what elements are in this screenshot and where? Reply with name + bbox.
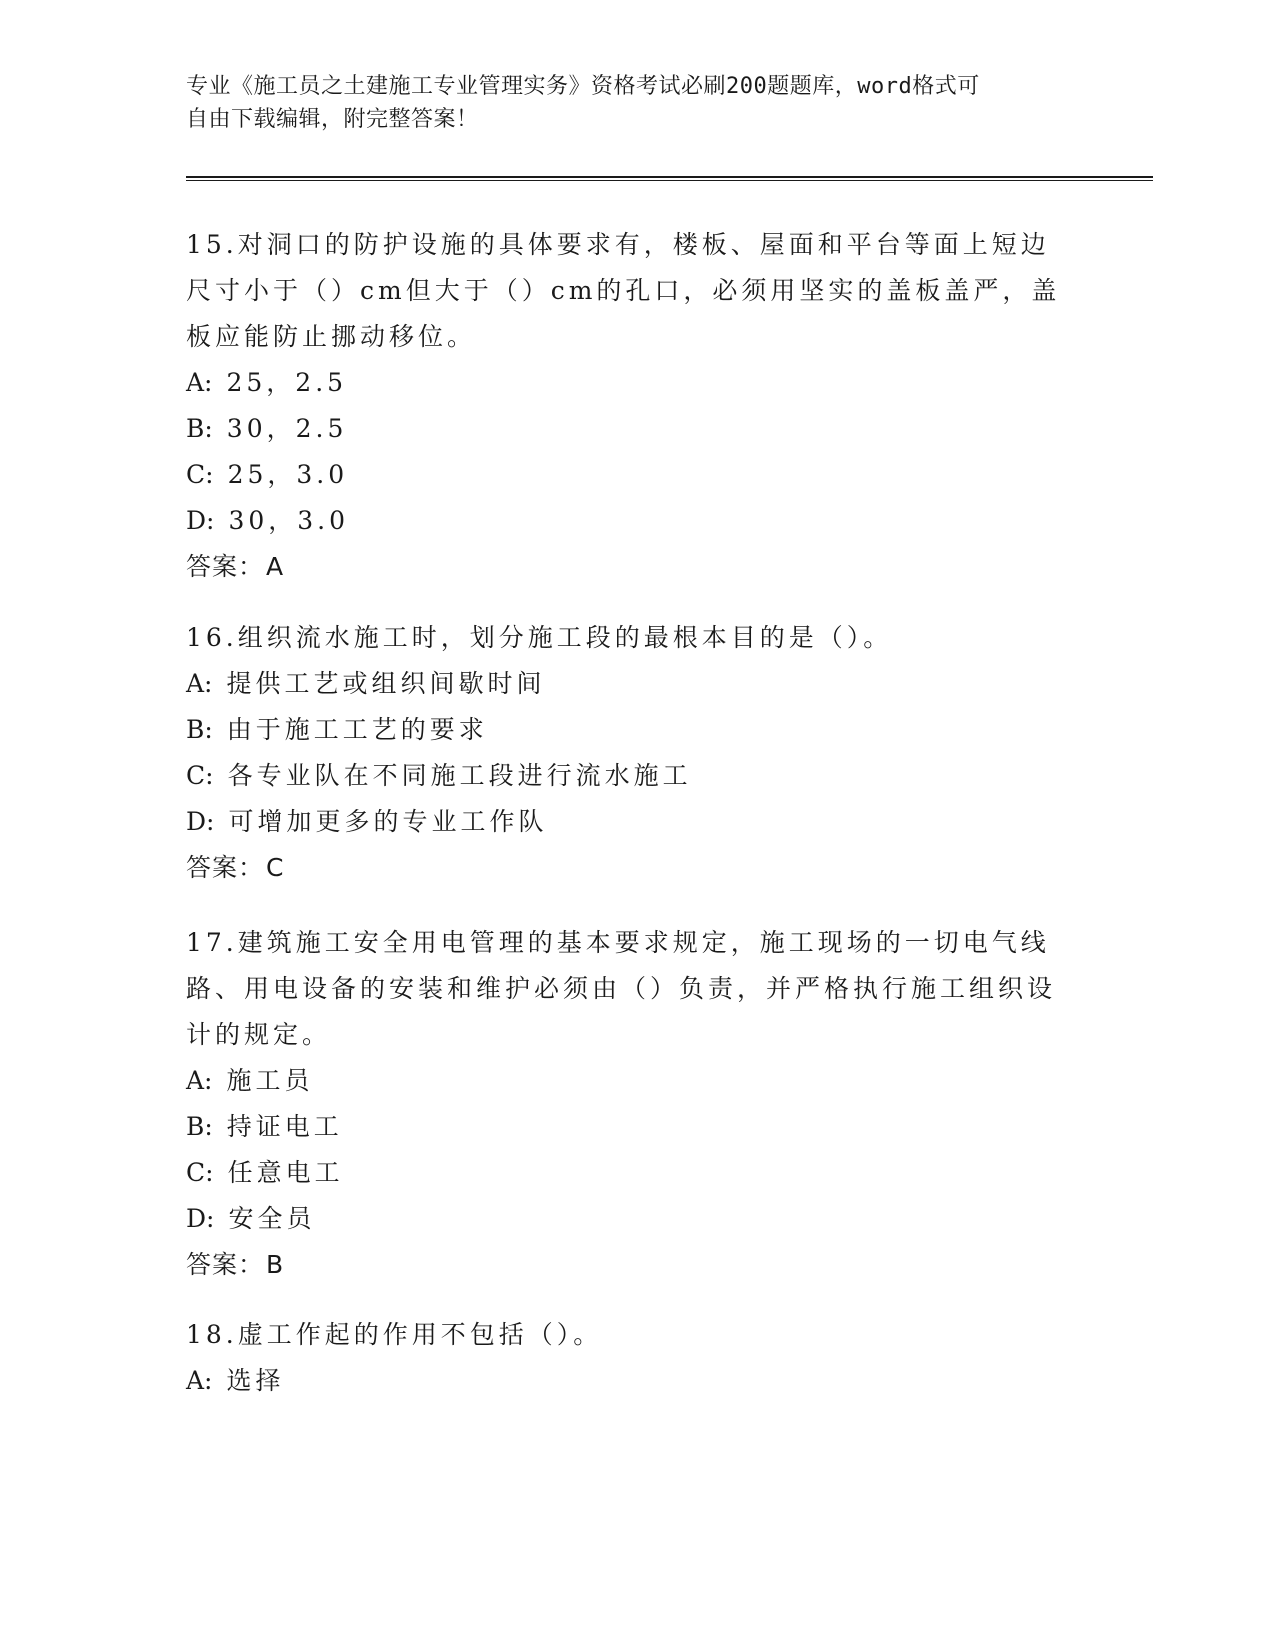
question-text: 15.对洞口的防护设施的具体要求有，楼板、屋面和平台等面上短边尺寸小于（）cm但大于（）cm的孔口，必须用坚实的盖板盖严，盖板应能防止挪动移位。 — [186, 230, 1061, 351]
option-a — [186, 661, 1076, 707]
option-label: A: — [186, 669, 213, 698]
document-header — [186, 70, 1066, 136]
option-label: B: — [186, 414, 213, 443]
header-title-line-1: 专业《施工员之土建施工专业管理实务》资格考试必刷200题题库，word格式可 — [186, 74, 980, 99]
option-text: 持证电工 — [226, 1112, 343, 1141]
option-text: 由于施工工艺的要求 — [226, 715, 488, 744]
question-text: 17.建筑施工安全用电管理的基本要求规定，施工现场的一切电气线路、用电设备的安装和维护必须由（）负责，并严格执行施工组织设计的规定。 — [186, 928, 1057, 1049]
question-16 — [186, 615, 1076, 891]
question-15 — [186, 222, 1076, 590]
option-text: 提供工艺或组织间歇时间 — [226, 669, 546, 698]
question-text: 18.虚工作起的作用不包括（）。 — [186, 1320, 603, 1349]
answer-line — [186, 544, 1076, 590]
option-label: D: — [186, 506, 215, 535]
option-d — [186, 498, 1076, 544]
answer-label: 答案： — [186, 853, 265, 882]
option-text: 各专业队在不同施工段进行流水施工 — [227, 761, 692, 790]
option-label: B: — [186, 1112, 213, 1141]
answer-value: C — [266, 853, 285, 882]
answer-line — [186, 845, 1076, 891]
option-a — [186, 360, 1076, 406]
option-c — [186, 753, 1076, 799]
option-c — [186, 1150, 1076, 1196]
answer-value: B — [266, 1250, 285, 1279]
option-text: 安全员 — [228, 1204, 316, 1233]
option-text: 施工员 — [226, 1066, 314, 1095]
option-label: C: — [186, 460, 214, 489]
option-label: A: — [186, 368, 213, 397]
answer-value: A — [266, 552, 285, 581]
option-b — [186, 1104, 1076, 1150]
option-text: 25，3.0 — [227, 460, 349, 489]
answer-label: 答案： — [186, 552, 265, 581]
option-a — [186, 1358, 1076, 1404]
option-d — [186, 799, 1076, 845]
option-b — [186, 707, 1076, 753]
question-17 — [186, 920, 1076, 1288]
option-text: 30，2.5 — [226, 414, 348, 443]
option-text: 任意电工 — [227, 1158, 344, 1187]
option-text: 可增加更多的专业工作队 — [228, 807, 548, 836]
option-label: C: — [186, 761, 214, 790]
option-label: A: — [186, 1066, 213, 1095]
answer-label: 答案： — [186, 1250, 265, 1279]
option-label: D: — [186, 1204, 215, 1233]
option-text: 选择 — [226, 1366, 285, 1395]
option-d — [186, 1196, 1076, 1242]
header-title-line-2: 自由下载编辑，附完整答案！ — [186, 107, 479, 132]
answer-line — [186, 1242, 1076, 1288]
option-a — [186, 1058, 1076, 1104]
option-text: 30，3.0 — [228, 506, 350, 535]
question-text: 16.组织流水施工时，划分施工段的最根本目的是（）。 — [186, 623, 893, 652]
option-text: 25，2.5 — [226, 368, 348, 397]
option-label: C: — [186, 1158, 214, 1187]
option-label: A: — [186, 1366, 213, 1395]
option-label: D: — [186, 807, 215, 836]
header-divider — [186, 176, 1153, 181]
option-c — [186, 452, 1076, 498]
option-b — [186, 406, 1076, 452]
option-label: B: — [186, 715, 213, 744]
question-18 — [186, 1312, 1076, 1404]
